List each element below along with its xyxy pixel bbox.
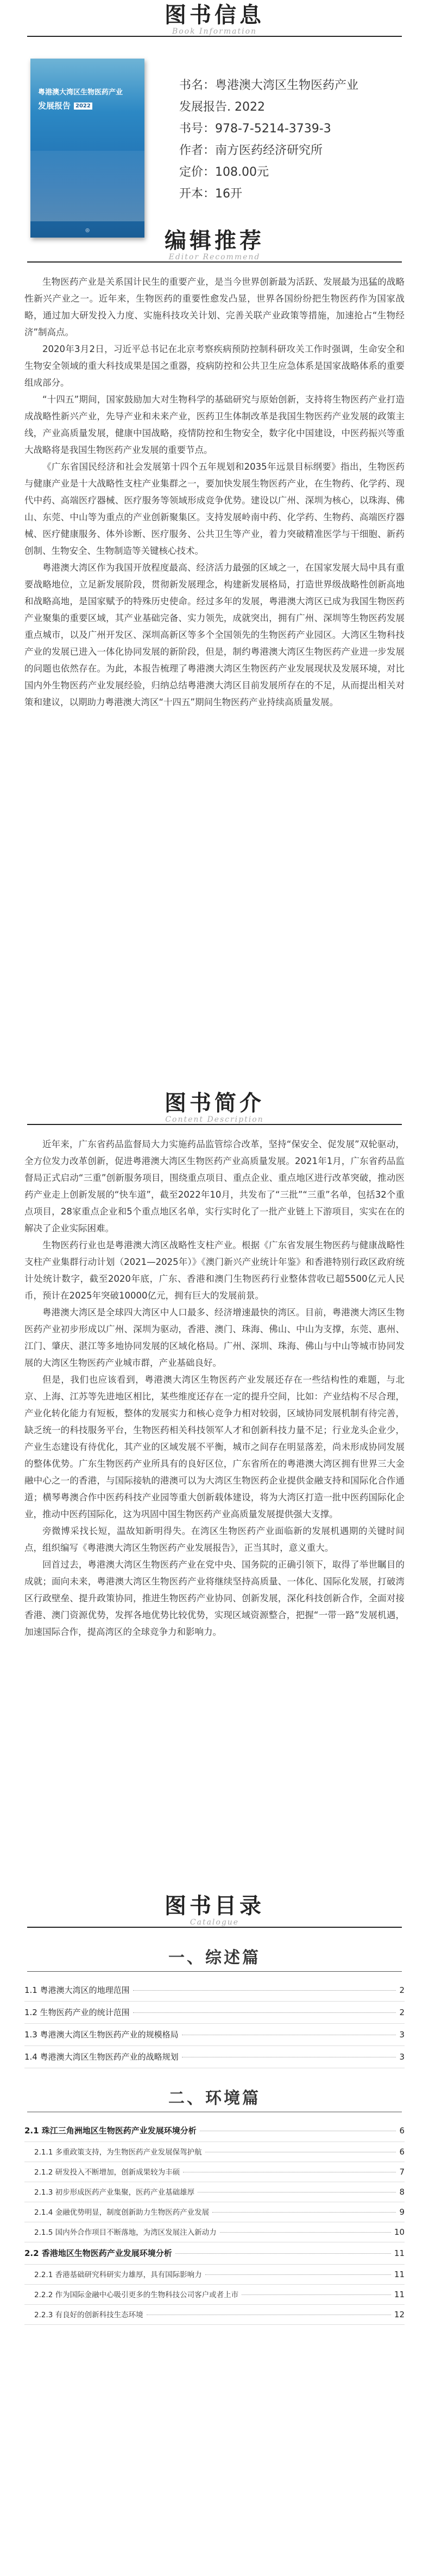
- paragraph: 生物医药产业是关系国计民生的重要产业，是当今世界创新最为活跃、发展最为迅猛的战略性新兴产业之一。近年来，生物医药的重要性愈发凸显，世界各国纷纷把生物医药作为国家战略，通过加大研发投入力度、实施科技攻关计划、完善关联产业政策等措施，加速抢占“生物经济”制高点。: [24, 277, 405, 337]
- toc-item[interactable]: [24, 2285, 405, 2305]
- catalogue-part-title: 一、综述篇: [168, 1948, 261, 1967]
- field-title: 书名：粤港澳大湾区生物医药产业: [179, 79, 359, 92]
- toc-item-title: 2.2 香港地区生物医药产业发展环境分析: [24, 2248, 172, 2258]
- toc-item[interactable]: [24, 2182, 405, 2202]
- toc-item-page: 11: [394, 2290, 405, 2299]
- toc-leader: [212, 2212, 396, 2213]
- paragraph: 旁微博采找长短，温故知新明得失。在湾区生物医药产业面临新的发展机遇期的关键时间点，组织编写《粤港澳大湾区生物医药产业发展报告》，正当其时，意义重大。: [24, 1526, 405, 1553]
- toc-item-title: 1.2 生物医药产业的统计范围: [24, 2008, 130, 2017]
- toc-item-page: 11: [394, 2270, 405, 2279]
- cover-illustration: [30, 151, 144, 221]
- book-info-body: [0, 37, 429, 259]
- toc-leader: [133, 1990, 396, 1991]
- book-cover-image: [30, 59, 144, 238]
- cover-title: 粤港澳大湾区生物医药产业: [38, 88, 123, 97]
- toc-item-page: 9: [399, 2207, 405, 2217]
- toc-item[interactable]: [24, 2024, 405, 2046]
- toc-item-page: 11: [394, 2248, 405, 2258]
- toc-item-title: 2.1.1 多重政策支持，为生物医药产业发展保驾护航: [34, 2148, 202, 2157]
- toc-item-page: 2: [399, 2008, 405, 2017]
- catalogue-subtitle: Catalogue: [190, 1918, 239, 1927]
- content-intro-divider: [27, 1124, 402, 1125]
- toc-list-part-2: [24, 2120, 405, 2325]
- paragraph: 《广东省国民经济和社会发展第十四个五年规划和2035年远景目标纲要》指出，生物医药与健康产业是十大战略性支柱产业集群之一，要加快发展生物医药产业，在生物药、化学药、现代中药、高端医疗器械、医疗服务等领域形成竞争优势。建设以广州、深圳为核心，以珠海、佛山、东莞、中山等为重点的产业创新聚集区。支持发展岭南中药、化学药、生物药、高端医疗器械、医疗健康服务、体外诊断、医疗服务、公共卫生等产业，着力突破精准医学与干细胞、新药创制、生物安全、生物制造等关键核心技术。: [24, 462, 405, 556]
- toc-leader: [242, 2294, 391, 2295]
- book-info-header: [0, 0, 429, 37]
- toc-item-title: 2.1.5 国内外合作项目不断落地，为湾区发展注入新动力: [34, 2228, 217, 2237]
- catalogue-section: [0, 1893, 429, 2325]
- toc-item-page: 6: [399, 2147, 405, 2157]
- toc-item[interactable]: [24, 2222, 405, 2242]
- toc-item[interactable]: [24, 2002, 405, 2024]
- toc-item-page: 7: [399, 2167, 405, 2177]
- toc-leader: [220, 2232, 391, 2233]
- book-info-title: 图书信息: [165, 3, 264, 28]
- toc-item-page: 3: [399, 2052, 405, 2062]
- field-isbn: 书号：978-7-5214-3739-3: [179, 122, 331, 136]
- cover-subtitle: 发展报告 2022: [38, 100, 92, 111]
- catalogue-divider: [27, 1927, 402, 1928]
- toc-item-title: 2.2.2 作为国际金融中心吸引更多的生物科技公司客户或者上市: [34, 2291, 239, 2299]
- toc-leader: [198, 2192, 396, 2193]
- paragraph: 粤港澳大湾区作为我国开放程度最高、经济活力最强的区域之一，在国家发展大局中具有重要战略地位，立足新发展阶段，贯彻新发展理念，构建新发展格局，打造世界级战略性创新高地和战略高地，是国家赋予的特殊历史使命。经过多年的发展，粤港澳大湾区已成为我国生物医药产业聚集的重要区域，其产业基础完备、实力领先，成就突出，拥有广州、深圳等生物医药发展重点城市，以及广州开发区、深圳高新区等多个全国领先的生物医药产业园区。大湾区生物科技产业的发展已进入一体化协同发展的新阶段，但是，制约粤港澳大湾区生物医药产业进一步发展的问题也依然存在。为此，本报告梳理了粤港澳大湾区生物医药产业发展现状及发展环境，对比国内外生物医药产业发展经验，归纳总结粤港澳大湾区目前发展所存在的不足，从而提出相关对策和建议，以期助力粤港澳大湾区“十四五”期间生物医药产业持续高质量发展。: [24, 562, 405, 707]
- content-intro-body: [24, 1136, 405, 1640]
- book-info-subtitle: Book Information: [172, 27, 257, 36]
- editor-recommend-title: 编辑推荐: [165, 228, 264, 253]
- toc-item-title: 2.1.3 初步形成医药产业集聚，医药产业基础雄厚: [34, 2188, 195, 2197]
- paragraph: 2020年3月2日，习近平总书记在北京考察疾病预防控制科研攻关工作时强调，生命安全和生物安全领域的重大科技成果是国之重器，疫病防控和公共卫生应急体系是国家战略体系的重要组成部分。: [24, 344, 405, 388]
- toc-item[interactable]: [24, 2142, 405, 2162]
- toc-item[interactable]: [24, 2162, 405, 2182]
- toc-item[interactable]: [24, 2120, 405, 2142]
- paragraph: 但是，我们也应该看到，粤港澳大湾区生物医药产业发展还存在一些结构性的难题，与北京、上海、江苏等先进地区相比，某些维度还存在一定的提升空间，比如：产业结构不尽合理，产业化转化能力有短板，整体的发展实力和核心竞争力相对较弱，区域协同发展机制有待完善，缺乏统一的科技服务平台，生物医药相关科技领军人才和创新科技力量不足；行业龙头企业少，产业生态建设有待优化，其产业的区域发展不平衡，城市之间存在明显落差，尚未形成协同发展的整体优势。广东生物医药产业所具有的良好区位，广东省所在的粤港澳大湾区拥有世界三大金融中心之一的香港，与国际接轨的港澳可以为大湾区生物医药企业提供金融支持和国际化合作通道；横琴粤澳合作中医药科技产业园等重大创新载体建设，将为大湾区打造一批中医药国际化企业，推动中医药国际化，这为巩固中国生物医药产业高质量发展提供强大支撑。: [24, 1375, 405, 1519]
- field-author: 作者：南方医药经济研究所: [179, 144, 323, 157]
- toc-item[interactable]: [24, 2242, 405, 2265]
- field-price: 定价：108.00元: [179, 165, 269, 179]
- toc-leader: [175, 2253, 391, 2254]
- content-intro-title: 图书简介: [165, 1091, 264, 1116]
- toc-list-part-1: [24, 1979, 405, 2068]
- catalogue-part-divider: [27, 1971, 402, 1972]
- editor-recommend-subtitle: Editor Recommend: [168, 253, 261, 261]
- toc-item-title: 1.3 粤港澳大湾区生物医药产业的规模格局: [24, 2030, 179, 2040]
- editor-recommend-header: [0, 228, 429, 263]
- toc-item-title: 2.1.2 研发投入不断增加，创新成果较为丰硕: [34, 2168, 180, 2177]
- content-intro-subtitle: Content Description: [165, 1115, 264, 1124]
- toc-item[interactable]: [24, 2046, 405, 2068]
- toc-item-title: 2.1.4 金融优势明显，制度创新助力生物医药产业发展: [34, 2208, 210, 2217]
- paragraph: 回首过去，粤港澳大湾区生物医药产业在党中央、国务院的正确引领下，取得了举世瞩目的成就；面向未来，粤港澳大湾区生物医药产业将继续坚持高质量、一体化、国际化发展，打破湾区行政壁垒、提升政策协同，推进生物医药产业协同、创新发展，深化科技创新合作，全面对接香港、澳门资源优势，发挥各地优势比较优势，实现区域资源整合，把握“一带一路”发展机遇，加速国际合作，提高湾区的全球竞争力和影响力。: [24, 1559, 405, 1637]
- toc-item-title: 2.2.1 香港基础研究科研实力雄厚，具有国际影响力: [34, 2271, 202, 2279]
- paragraph: “十四五”期间，国家鼓励加大对生物科学的基础研究与原始创新，支持将生物医药产业打造成战略性新兴产业，先导产业和未来产业，医药卫生体制改革是我国生物医药产业发展的政策主线，产业高质量发展，健康中国战略，疫情防控和生物安全，数字化中国建设，中医药振兴等重大战略将是我国生物医药产业发展的重要节点。: [24, 394, 405, 455]
- catalogue-part-title: 二、环境篇: [168, 2089, 261, 2108]
- book-info-fields: [179, 75, 418, 205]
- toc-item[interactable]: [24, 1979, 405, 2002]
- content-intro-header: [0, 1090, 429, 1125]
- paragraph: 近年来，广东省药品监督局大力实施药品监管综合改革，坚持“保安全、促发展”双轮驱动，全方位发力改革创新，促进粤港澳大湾区生物医药产业高质量发展。2021年1月，广东省药品监督局正式启动“三重”创新服务项目，围绕重点项目、重点企业、重点地区进行改革突破，推动医药产业走上创新发展的“快车道”，截至2022年10月，共发布了“三批”“三重”名单，包括32个重点项目，28家重点企业和5个重点地区名单，实行实时化了一批产业链上下游项目，实实在在的解决了企业实际困难。: [24, 1139, 405, 1233]
- toc-item-title: 1.1 粤港澳大湾区的地理范围: [24, 1985, 130, 1995]
- catalogue-title: 图书目录: [165, 1894, 264, 1919]
- field-title-cont: 发展报告. 2022: [179, 100, 265, 114]
- toc-item[interactable]: [24, 2305, 405, 2325]
- cover-year-badge: 2022: [74, 103, 92, 110]
- toc-item[interactable]: [24, 2202, 405, 2222]
- toc-item-page: 2: [399, 1985, 405, 1995]
- toc-item-page: 8: [399, 2187, 405, 2197]
- editor-recommend-divider: [27, 261, 402, 263]
- toc-item[interactable]: [24, 2265, 405, 2285]
- toc-item-page: 3: [399, 2030, 405, 2040]
- paragraph: 粤港澳大湾区是全球四大湾区中人口最多、经济增速最快的湾区。目前，粤港澳大湾区生物医药产业初步形成以广州、深圳为驱动，香港、澳门、珠海、佛山、中山为支撑，东莞、惠州、江门、肇庆、湛江等多地协同发展的区域化格局。广州、深圳、珠海、佛山与中山等城市协同发展的大湾区生物医药产业城市群，产业基础良好。: [24, 1307, 405, 1368]
- toc-item-page: 6: [399, 2126, 405, 2136]
- publisher-logo-icon: ◎: [85, 228, 90, 233]
- book-info-section: [0, 0, 429, 259]
- toc-item-page: 12: [394, 2310, 405, 2319]
- editor-recommend-section: [0, 228, 429, 711]
- field-format: 开本：16开: [179, 187, 242, 201]
- toc-leader: [133, 2012, 396, 2013]
- editor-recommend-body: [24, 273, 405, 711]
- toc-leader: [205, 2274, 391, 2275]
- content-intro-section: [0, 1090, 429, 1640]
- toc-item-title: 2.1 珠江三角洲地区生物医药产业发展环境分析: [24, 2126, 197, 2136]
- toc-item-title: 2.2.3 有良好的创新科技生态环境: [34, 2311, 143, 2319]
- catalogue-header: [0, 1893, 429, 1928]
- paragraph: 生物医药行业也是粤港澳大湾区战略性支柱产业。根据《广东省发展生物医药与健康战略性支柱产业集群行动计划（2021—2025年）》《澳门新兴产业统计年鉴》和香港特别行政区政府统计处统计数字，截至2020年底，广东、香港和澳门生物医药行业整体营收已超5500亿元人民币，预计在2025年突破10000亿元，拥有巨大的发展前景。: [24, 1240, 405, 1301]
- toc-item-title: 1.4 粤港澳大湾区生物医药产业的战略规划: [24, 2052, 179, 2062]
- toc-item-page: 10: [394, 2227, 405, 2237]
